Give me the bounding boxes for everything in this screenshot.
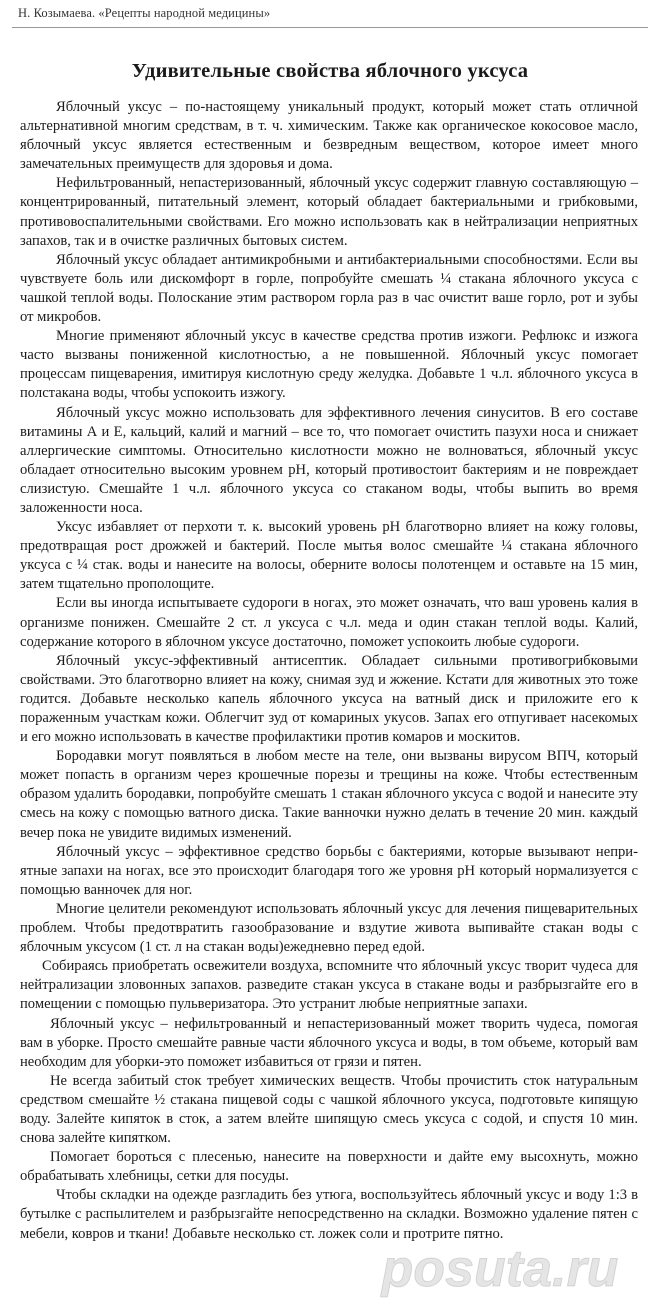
paragraph: Помогает бороться с плесенью, нанесите на поверхности и дайте ему высохнуть, можно обрабатывать хлебницы, сетки для посуды.	[20, 1149, 638, 1185]
paragraph: Если вы иногда испытываете судороги в ногах, это может означать, что ваш уровень калия в организме понижен. Смешайте 2 ст. л уксуса с ч.л. меда и один стакан теплой воды. Калий, содержание которого в яблочном уксусе достаточно, поможет успокоить любые судороги.	[20, 595, 638, 650]
paragraph: Собираясь приобретать освежители воздуха, вспомните что яблочный уксус творит чудеса для нейтрализации зловонных запахов. разведите стакан уксуса в стакане воды и разбрызгайте его в помещении с помощью пульверизатора. Это устранит любые неприятные запахи.	[20, 958, 638, 1013]
article-body	[20, 98, 638, 1244]
paragraph: Не всегда забитый сток требует химических веществ. Чтобы прочистить сток натуральным средством смешайте ½ стакана пищевой соды с чашкой яблочного уксуса, подготовьте кипящую воду. Залейте кипяток в сток, а затем влейте шипящую смесь уксуса с содой, и спустя 10 мин. снова залейте кипятком.	[20, 1072, 638, 1147]
paragraph: Многие применяют яблочный уксус в качестве средства против изжоги. Рефлюкс и изжога часто вызваны пониженной кислотностью, а не повышенной. Яблочный уксус помогает процессам пищеварения, имитируя кислотную среду желудка. Добавьте 1 ч.л. яблочного уксуса в полстакана воды, чтобы успокоить изжогу.	[20, 328, 638, 402]
paragraph: Уксус избавляет от перхоти т. к. высокий уровень pH благотворно влияет на кожу головы, предотвращая рост дрожжей и бактерий. После мытья волос смешайте ¼ стакана яблочного уксуса с ¼ стак. воды и нанесите на волосы, оберните волосы полотенцем и оставьте на 15 мин, затем тщательно прополощите.	[20, 519, 638, 593]
header-divider	[12, 27, 648, 28]
article-title: Удивительные свойства яблочного уксуса	[131, 60, 529, 82]
paragraph: Яблочный уксус – эффективное средство борьбы с бактериями, которые вызывают неприятные запахи на ногах, все это происходит благодаря того же уровня pH который нормализуется с помощью ванночек для ног.	[20, 843, 638, 898]
paragraph: Яблочный уксус – по-настоящему уникальный продукт, который может стать отличной альтернативной многим средствам, в т. ч. химическим. Также как органическое кокосовое масло, яблочный уксус является естественным и безвредным веществом, которое имеет много замечательных преимуществ для здоровья и дома.	[20, 99, 638, 173]
paragraph: Чтобы складки на одежде разгладить без утюга, воспользуйтесь яблочный уксус и воду 1:3 в бутылке с распылителем и разбрызгайте непосредственно на складки. Возможно удаление пятен с мебели, ковров и ткани! Добавьте несколько ст. ложек соли и протрите пятно.	[20, 1187, 638, 1242]
watermark-text: posuta.ru	[381, 1240, 619, 1298]
running-head: Н. Козымаева. «Рецепты народной медицины»	[18, 6, 271, 20]
paragraph: Яблочный уксус – нефильтрованный и непастеризованный может творить чудеса, помогая вам в уборке. Просто смешайте равные части яблочного уксуса и воды, в том объеме, который вам необходим для уборки-это поможет избавиться от грязи и пятен.	[20, 1015, 638, 1070]
paragraph: Яблочный уксус-эффективный антисептик. Обладает сильными противогрибковыми свойствами. Это благотворно влияет на кожу, снимая зуд и жжение. Кстати для животных это тоже годится. Добавьте несколько капель яблочного уксуса на ватный диск и приложите его к пораженным участкам кожи. Облегчит зуд от комариных укусов. Запах его отпугивает насекомых и его можно использовать в качестве профилактики против комаров и москитов.	[20, 652, 638, 746]
paragraph: Бородавки могут появляться в любом месте на теле, они вызваны вирусом ВПЧ, который может попасть в организм через крошечные порезы и трещины на коже. Чтобы естественным образом удалить бородавки, попробуйте смешать 1 стакан яблочного уксуса с водой и нанесите эту смесь на кожу с помощью ватного диска. Такие ванночки нужно делать в течение 20 мин. каждый вечер пока не увидите видимых изменений.	[20, 748, 638, 841]
paragraph: Многие целители рекомендуют использовать яблочный уксус для лечения пищеварительных проблем. Чтобы предотвратить газообразование и вздутие живота выпивайте стакан воды с яблочным уксусом (1 ст. л на стакан воды)ежедневно перед едой.	[20, 900, 638, 956]
paragraph: Яблочный уксус обладает антимикробными и антибактериальными способностями. Если вы чувствуете боль или дискомфорт в горле, попробуйте смешать ¼ стакана яблочного уксуса с чашкой теплой воды. Полоскание этим раствором горла раз в час очистит ваше горло, рот и зубы от микробов.	[20, 251, 638, 326]
paragraph: Нефильтрованный, непастеризованный, яблочный уксус содержит главную составляющую – концентрированный, питательный элемент, который обладает бактериальными и грибковыми, противовоспалительными свойствами. Его можно использовать как в нейтрализации неприятных запахов, так и в очистке различных бытовых систем.	[20, 175, 638, 249]
watermark-logo	[350, 1238, 650, 1298]
paragraph: Яблочный уксус можно использовать для эффективного лечения синуситов. В его составе витамины А и Е, кальций, калий и магний – все то, что помогает очистить пазухи носа и снижает аллергические симптомы. Относительно кислотности можно не волноваться, яблочный уксус обладает относительно высоким уровнем рН, который противостоит бактериям и не повреждает слизистую. Смешайте 1 ч.л. яблочного уксуса со стаканом воды, чтобы выпить во время заложенности носа.	[20, 404, 638, 516]
